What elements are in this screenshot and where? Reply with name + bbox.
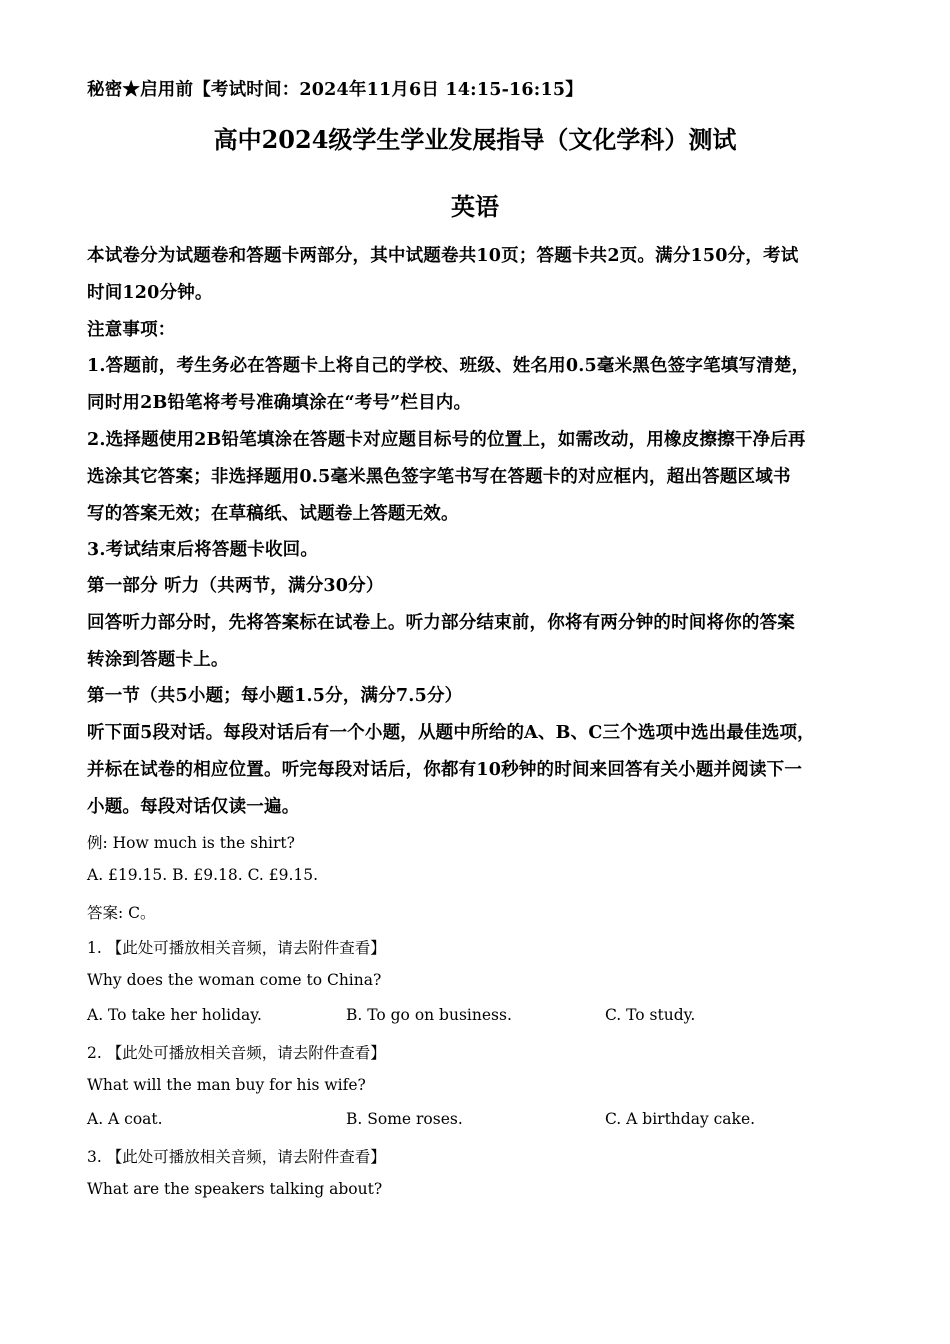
section1-line-1: 听下面5段对话。每段对话后有一个小题，从题中所给的A、B、C三个选项中选出最佳选项， <box>87 723 815 743</box>
question-3-audio-note: 3. 【此处可播放相关音频，请去附件查看】 <box>87 1148 386 1166</box>
question-1-audio-note: 1. 【此处可播放相关音频，请去附件查看】 <box>87 939 386 957</box>
intro-line-2: 时间120分钟。 <box>87 283 213 303</box>
note-2-line-3: 写的答案无效；在草稿纸、试题卷上答题无效。 <box>87 504 459 524</box>
note-2-line-1: 2.选择题使用2B铅笔填涂在答题卡对应题目标号的位置上，如需改动，用橡皮擦擦干净后再 <box>87 430 806 450</box>
subject-title: 英语 <box>451 192 499 221</box>
example-options: A. £19.15. B. £9.18. C. £9.15. <box>87 866 319 884</box>
example-answer: 答案: C。 <box>87 904 156 922</box>
note-1-line-2: 同时用2B铅笔将考号准确填涂在“考号”栏目内。 <box>87 393 472 413</box>
part1-heading: 第一部分 听力（共两节，满分30分） <box>87 576 384 596</box>
note-1-line-1: 1.答题前，考生务必在答题卡上将自己的学校、班级、姓名用0.5毫米黑色签字笔填写清楚， <box>87 356 810 376</box>
question-1-text: Why does the woman come to China? <box>87 971 382 989</box>
part1-instr-line-1: 回答听力部分时，先将答案标在试卷上。听力部分结束前，你将有两分钟的时间将你的答案 <box>87 613 795 633</box>
note-3: 3.考试结束后将答题卡收回。 <box>87 540 319 560</box>
question-2-option-c: C. A birthday cake. <box>605 1110 756 1128</box>
question-2-option-a: A. A coat. <box>87 1110 163 1128</box>
section1-line-3: 小题。每段对话仅读一遍。 <box>87 797 300 817</box>
question-2-audio-note: 2. 【此处可播放相关音频，请去附件查看】 <box>87 1044 386 1062</box>
part1-instr-line-2: 转涂到答题卡上。 <box>87 650 229 670</box>
section1-heading: 第一节（共5小题；每小题1.5分，满分7.5分） <box>87 686 463 706</box>
question-2-option-b: B. Some roses. <box>346 1110 463 1128</box>
question-1-option-c: C. To study. <box>605 1006 696 1024</box>
section1-line-2: 并标在试卷的相应位置。听完每段对话后，你都有10秒钟的时间来回答有关小题并阅读下一 <box>87 760 803 780</box>
question-1-option-b: B. To go on business. <box>346 1006 512 1024</box>
note-2-line-2: 选涂其它答案；非选择题用0.5毫米黑色签字笔书写在答题卡的对应框内，超出答题区域书 <box>87 467 791 487</box>
notes-heading: 注意事项： <box>87 320 176 340</box>
question-2-text: What will the man buy for his wife? <box>87 1076 366 1094</box>
example-question: 例: How much is the shirt? <box>87 834 295 852</box>
question-3-text: What are the speakers talking about? <box>87 1180 383 1198</box>
page-title: 高中2024级学生学业发展指导（文化学科）测试 <box>213 125 737 154</box>
secret-line: 秘密★启用前【考试时间：2024年11月6日 14:15-16:15】 <box>87 80 583 100</box>
question-1-option-a: A. To take her holiday. <box>87 1006 262 1024</box>
intro-line-1: 本试卷分为试题卷和答题卡两部分，其中试题卷共10页；答题卡共2页。满分150分，考试 <box>87 246 799 266</box>
